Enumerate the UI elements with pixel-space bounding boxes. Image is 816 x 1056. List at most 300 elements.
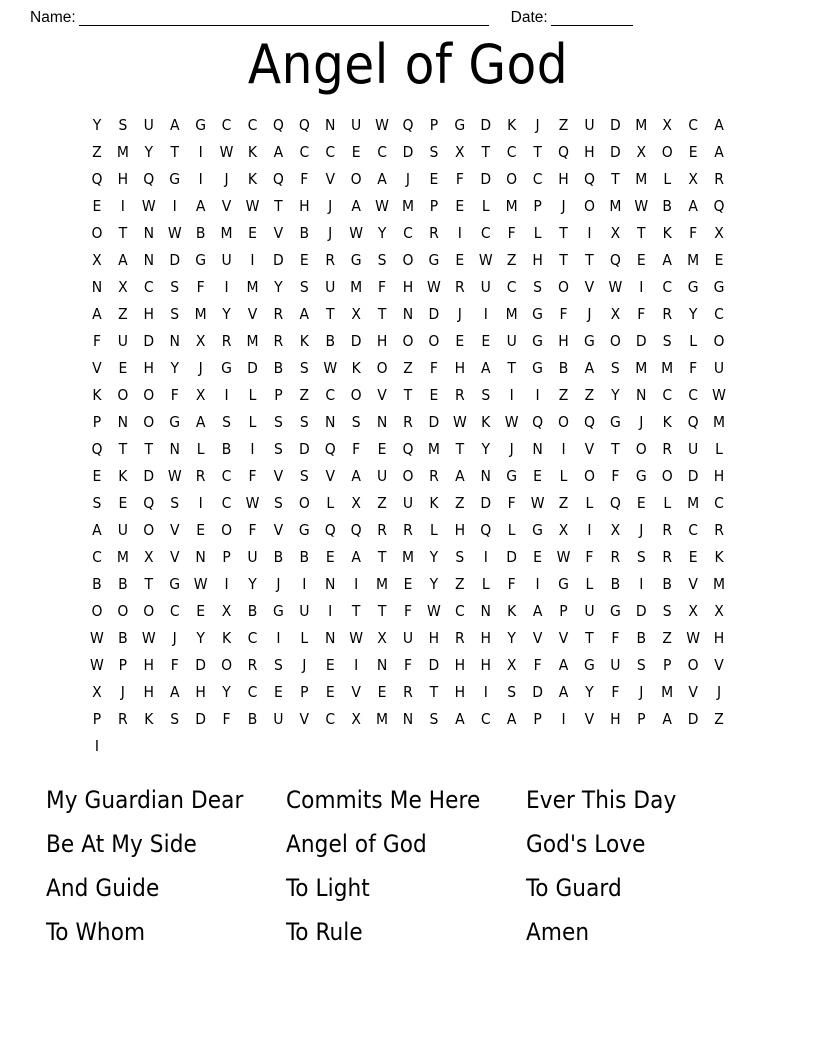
grid-cell[interactable]: X bbox=[377, 629, 387, 647]
grid-cell[interactable]: J bbox=[120, 683, 125, 701]
word-list-item[interactable]: To Rule bbox=[286, 918, 363, 946]
grid-cell[interactable]: U bbox=[688, 440, 699, 458]
grid-cell[interactable]: A bbox=[351, 467, 361, 485]
grid-cell[interactable]: Z bbox=[377, 494, 387, 512]
grid-cell[interactable]: B bbox=[221, 440, 232, 458]
grid-cell[interactable]: R bbox=[429, 224, 439, 242]
grid-cell[interactable]: X bbox=[662, 116, 672, 134]
grid-cell[interactable]: X bbox=[688, 170, 698, 188]
grid-cell[interactable]: I bbox=[639, 278, 644, 296]
grid-cell[interactable]: C bbox=[247, 116, 258, 134]
grid-cell[interactable]: Z bbox=[558, 386, 569, 404]
grid-cell[interactable]: S bbox=[636, 548, 646, 566]
grid-cell[interactable]: X bbox=[610, 521, 621, 539]
grid-cell[interactable]: F bbox=[533, 656, 542, 674]
grid-cell[interactable]: D bbox=[687, 467, 699, 485]
grid-cell[interactable]: R bbox=[454, 386, 465, 404]
grid-cell[interactable]: S bbox=[299, 467, 309, 485]
word-list-item[interactable]: And Guide bbox=[46, 874, 160, 902]
grid-cell[interactable]: M bbox=[401, 197, 415, 215]
grid-cell[interactable]: G bbox=[221, 359, 232, 377]
grid-cell[interactable]: D bbox=[635, 602, 647, 620]
grid-cell[interactable]: D bbox=[532, 683, 543, 701]
grid-cell[interactable]: C bbox=[221, 116, 232, 134]
grid-cell[interactable]: I bbox=[561, 440, 566, 458]
grid-cell[interactable]: F bbox=[455, 170, 464, 188]
grid-cell[interactable]: A bbox=[351, 548, 361, 566]
grid-cell[interactable]: Q bbox=[609, 494, 621, 512]
grid-cell[interactable]: M bbox=[116, 143, 129, 161]
grid-cell[interactable]: K bbox=[662, 413, 672, 431]
grid-cell[interactable]: J bbox=[561, 197, 566, 215]
grid-cell[interactable]: R bbox=[221, 332, 232, 350]
grid-cell[interactable]: C bbox=[454, 602, 465, 620]
grid-cell[interactable]: L bbox=[559, 467, 568, 485]
grid-cell[interactable]: Y bbox=[429, 548, 439, 566]
grid-cell[interactable]: A bbox=[92, 305, 102, 323]
grid-cell[interactable]: U bbox=[480, 278, 491, 296]
grid-cell[interactable]: E bbox=[299, 251, 309, 269]
grid-cell[interactable]: G bbox=[532, 359, 543, 377]
grid-cell[interactable]: U bbox=[584, 602, 595, 620]
grid-cell[interactable]: N bbox=[402, 710, 414, 728]
grid-cell[interactable]: Y bbox=[481, 440, 491, 458]
grid-cell[interactable]: Y bbox=[196, 629, 205, 647]
grid-cell[interactable]: U bbox=[402, 629, 414, 647]
grid-cell[interactable]: K bbox=[481, 413, 491, 431]
grid-cell[interactable]: Q bbox=[583, 170, 595, 188]
grid-cell[interactable]: V bbox=[169, 548, 180, 566]
grid-cell[interactable]: G bbox=[532, 305, 543, 323]
grid-cell[interactable]: F bbox=[170, 656, 179, 674]
grid-cell[interactable]: Y bbox=[222, 305, 231, 323]
grid-cell[interactable]: T bbox=[611, 440, 620, 458]
grid-cell[interactable]: R bbox=[454, 278, 465, 296]
grid-cell[interactable]: L bbox=[196, 440, 205, 458]
grid-cell[interactable]: I bbox=[198, 170, 203, 188]
grid-cell[interactable]: Y bbox=[429, 575, 439, 593]
grid-cell[interactable]: K bbox=[118, 467, 128, 485]
grid-cell[interactable]: H bbox=[454, 656, 466, 674]
grid-cell[interactable]: V bbox=[351, 683, 361, 701]
grid-cell[interactable]: M bbox=[401, 548, 415, 566]
grid-cell[interactable]: M bbox=[661, 359, 674, 377]
grid-cell[interactable]: J bbox=[639, 413, 644, 431]
grid-cell[interactable]: V bbox=[221, 197, 232, 215]
grid-cell[interactable]: P bbox=[559, 602, 568, 620]
grid-cell[interactable]: I bbox=[172, 197, 177, 215]
grid-cell[interactable]: W bbox=[167, 467, 182, 485]
word-list-item[interactable]: Angel of God bbox=[286, 830, 427, 858]
grid-cell[interactable]: G bbox=[584, 332, 595, 350]
grid-cell[interactable]: Q bbox=[143, 170, 155, 188]
grid-cell[interactable]: R bbox=[662, 521, 673, 539]
grid-cell[interactable]: M bbox=[350, 278, 363, 296]
grid-cell[interactable]: D bbox=[350, 332, 362, 350]
grid-cell[interactable]: O bbox=[609, 332, 621, 350]
grid-cell[interactable]: Z bbox=[455, 494, 465, 512]
grid-cell[interactable]: C bbox=[325, 143, 336, 161]
grid-cell[interactable]: M bbox=[635, 170, 648, 188]
grid-cell[interactable]: A bbox=[558, 656, 569, 674]
grid-cell[interactable]: Q bbox=[583, 413, 595, 431]
grid-cell[interactable]: X bbox=[558, 521, 569, 539]
grid-cell[interactable]: T bbox=[559, 251, 568, 269]
grid-cell[interactable]: P bbox=[274, 386, 283, 404]
grid-cell[interactable]: N bbox=[402, 305, 414, 323]
grid-cell[interactable]: B bbox=[299, 224, 310, 242]
grid-cell[interactable]: Q bbox=[402, 116, 414, 134]
grid-cell[interactable]: L bbox=[585, 575, 594, 593]
grid-cell[interactable]: J bbox=[302, 656, 307, 674]
grid-cell[interactable]: E bbox=[455, 197, 465, 215]
grid-cell[interactable]: X bbox=[144, 548, 154, 566]
grid-cell[interactable]: S bbox=[170, 710, 180, 728]
grid-cell[interactable]: M bbox=[376, 710, 389, 728]
grid-cell[interactable]: T bbox=[144, 575, 154, 593]
grid-cell[interactable]: P bbox=[222, 548, 231, 566]
grid-cell[interactable]: B bbox=[325, 332, 336, 350]
grid-cell[interactable]: G bbox=[195, 251, 207, 269]
grid-cell[interactable]: E bbox=[533, 548, 542, 566]
grid-cell[interactable]: F bbox=[611, 683, 620, 701]
grid-cell[interactable]: X bbox=[221, 602, 232, 620]
grid-cell[interactable]: O bbox=[402, 467, 414, 485]
grid-cell[interactable]: P bbox=[92, 710, 102, 728]
grid-cell[interactable]: J bbox=[535, 116, 540, 134]
grid-cell[interactable]: N bbox=[143, 251, 154, 269]
grid-cell[interactable]: E bbox=[636, 251, 646, 269]
grid-cell[interactable]: T bbox=[118, 224, 128, 242]
grid-cell[interactable]: G bbox=[558, 575, 569, 593]
grid-cell[interactable]: C bbox=[506, 143, 517, 161]
grid-cell[interactable]: H bbox=[143, 305, 155, 323]
grid-cell[interactable]: M bbox=[713, 575, 726, 593]
grid-cell[interactable]: S bbox=[170, 305, 180, 323]
grid-cell[interactable]: Y bbox=[248, 575, 257, 593]
grid-cell[interactable]: M bbox=[505, 305, 518, 323]
grid-cell[interactable]: V bbox=[714, 656, 724, 674]
grid-cell[interactable]: L bbox=[300, 629, 309, 647]
grid-cell[interactable]: J bbox=[457, 305, 462, 323]
grid-cell[interactable]: O bbox=[558, 278, 569, 296]
grid-cell[interactable]: Y bbox=[377, 224, 387, 242]
grid-cell[interactable]: B bbox=[118, 575, 128, 593]
grid-cell[interactable]: X bbox=[92, 251, 102, 269]
grid-cell[interactable]: F bbox=[300, 170, 309, 188]
grid-cell[interactable]: O bbox=[713, 332, 725, 350]
grid-cell[interactable]: S bbox=[662, 602, 672, 620]
grid-cell[interactable]: F bbox=[559, 305, 568, 323]
grid-cell[interactable]: I bbox=[483, 305, 488, 323]
grid-cell[interactable]: U bbox=[713, 359, 725, 377]
grid-cell[interactable]: O bbox=[298, 494, 310, 512]
grid-cell[interactable]: A bbox=[584, 359, 595, 377]
grid-cell[interactable]: L bbox=[430, 521, 438, 539]
grid-cell[interactable]: Q bbox=[480, 521, 492, 539]
word-list-item[interactable]: My Guardian Dear bbox=[46, 786, 244, 814]
grid-cell[interactable]: K bbox=[429, 494, 439, 512]
grid-cell[interactable]: B bbox=[92, 575, 102, 593]
grid-cell[interactable]: T bbox=[351, 602, 361, 620]
grid-cell[interactable]: D bbox=[635, 332, 647, 350]
grid-cell[interactable]: Z bbox=[92, 143, 102, 161]
grid-cell[interactable]: M bbox=[687, 251, 700, 269]
grid-cell[interactable]: S bbox=[507, 683, 517, 701]
grid-cell[interactable]: E bbox=[455, 251, 465, 269]
grid-cell[interactable]: P bbox=[533, 197, 542, 215]
grid-cell[interactable]: F bbox=[689, 359, 698, 377]
grid-cell[interactable]: H bbox=[480, 629, 491, 647]
grid-cell[interactable]: X bbox=[92, 683, 102, 701]
grid-cell[interactable]: Z bbox=[506, 251, 517, 269]
grid-cell[interactable]: L bbox=[481, 197, 490, 215]
grid-cell[interactable]: I bbox=[535, 386, 540, 404]
grid-cell[interactable]: O bbox=[91, 224, 103, 242]
grid-cell[interactable]: M bbox=[713, 413, 726, 431]
grid-cell[interactable]: U bbox=[221, 251, 232, 269]
grid-cell[interactable]: A bbox=[714, 116, 724, 134]
grid-cell[interactable]: F bbox=[507, 575, 516, 593]
grid-cell[interactable]: O bbox=[221, 521, 233, 539]
grid-cell[interactable]: W bbox=[193, 575, 208, 593]
grid-cell[interactable]: A bbox=[455, 467, 465, 485]
grid-cell[interactable]: A bbox=[714, 143, 724, 161]
grid-cell[interactable]: F bbox=[429, 359, 438, 377]
grid-cell[interactable]: G bbox=[609, 602, 621, 620]
word-list-item[interactable]: To Whom bbox=[46, 918, 146, 946]
grid-cell[interactable]: F bbox=[689, 224, 698, 242]
grid-cell[interactable]: P bbox=[429, 197, 439, 215]
grid-cell[interactable]: V bbox=[584, 278, 595, 296]
grid-cell[interactable]: K bbox=[507, 116, 517, 134]
grid-cell[interactable]: W bbox=[245, 197, 260, 215]
grid-cell[interactable]: M bbox=[687, 494, 700, 512]
grid-cell[interactable]: T bbox=[481, 143, 491, 161]
grid-cell[interactable]: C bbox=[688, 521, 698, 539]
grid-cell[interactable]: I bbox=[483, 683, 488, 701]
grid-cell[interactable]: P bbox=[637, 710, 646, 728]
grid-cell[interactable]: G bbox=[532, 332, 543, 350]
grid-cell[interactable]: Z bbox=[455, 575, 465, 593]
grid-cell[interactable]: K bbox=[507, 602, 517, 620]
grid-cell[interactable]: H bbox=[117, 170, 129, 188]
grid-cell[interactable]: U bbox=[247, 548, 258, 566]
grid-cell[interactable]: A bbox=[92, 521, 102, 539]
grid-cell[interactable]: S bbox=[455, 548, 465, 566]
grid-cell[interactable]: W bbox=[556, 548, 571, 566]
grid-cell[interactable]: X bbox=[195, 386, 206, 404]
grid-cell[interactable]: O bbox=[143, 386, 155, 404]
grid-cell[interactable]: H bbox=[428, 629, 440, 647]
grid-cell[interactable]: Z bbox=[118, 305, 128, 323]
grid-cell[interactable]: I bbox=[587, 224, 592, 242]
grid-cell[interactable]: C bbox=[688, 116, 698, 134]
grid-cell[interactable]: O bbox=[661, 143, 673, 161]
grid-cell[interactable]: S bbox=[273, 656, 283, 674]
grid-cell[interactable]: E bbox=[325, 548, 335, 566]
grid-cell[interactable]: S bbox=[429, 143, 439, 161]
grid-cell[interactable]: J bbox=[639, 683, 644, 701]
grid-cell[interactable]: K bbox=[144, 710, 154, 728]
grid-cell[interactable]: I bbox=[198, 494, 203, 512]
grid-cell[interactable]: N bbox=[169, 332, 180, 350]
grid-cell[interactable]: R bbox=[454, 629, 465, 647]
grid-cell[interactable]: I bbox=[250, 251, 255, 269]
grid-cell[interactable]: C bbox=[325, 710, 336, 728]
grid-cell[interactable]: W bbox=[90, 629, 104, 647]
grid-cell[interactable]: R bbox=[429, 467, 439, 485]
grid-cell[interactable]: X bbox=[195, 332, 206, 350]
grid-cell[interactable]: Q bbox=[272, 170, 284, 188]
grid-cell[interactable]: Q bbox=[687, 413, 699, 431]
grid-cell[interactable]: D bbox=[480, 170, 492, 188]
grid-cell[interactable]: S bbox=[533, 278, 543, 296]
grid-cell[interactable]: N bbox=[532, 440, 543, 458]
grid-cell[interactable]: U bbox=[273, 710, 284, 728]
grid-cell[interactable]: H bbox=[454, 683, 466, 701]
grid-cell[interactable]: R bbox=[714, 170, 724, 188]
grid-cell[interactable]: D bbox=[247, 359, 258, 377]
grid-cell[interactable]: I bbox=[250, 440, 255, 458]
grid-cell[interactable]: G bbox=[169, 170, 181, 188]
grid-cell[interactable]: H bbox=[143, 359, 155, 377]
grid-cell[interactable]: A bbox=[169, 116, 180, 134]
grid-cell[interactable]: T bbox=[403, 386, 413, 404]
grid-cell[interactable]: U bbox=[351, 116, 362, 134]
grid-cell[interactable]: H bbox=[610, 710, 621, 728]
grid-cell[interactable]: D bbox=[480, 116, 492, 134]
grid-cell[interactable]: R bbox=[273, 305, 284, 323]
grid-cell[interactable]: B bbox=[247, 710, 258, 728]
grid-cell[interactable]: N bbox=[376, 656, 388, 674]
grid-cell[interactable]: X bbox=[610, 224, 621, 242]
grid-cell[interactable]: L bbox=[533, 224, 542, 242]
grid-cell[interactable]: V bbox=[92, 359, 102, 377]
grid-cell[interactable]: O bbox=[402, 332, 414, 350]
grid-cell[interactable]: B bbox=[558, 359, 569, 377]
grid-cell[interactable]: N bbox=[325, 116, 336, 134]
grid-cell[interactable]: W bbox=[219, 143, 234, 161]
grid-cell[interactable]: O bbox=[402, 251, 414, 269]
grid-cell[interactable]: D bbox=[428, 656, 440, 674]
grid-cell[interactable]: E bbox=[403, 575, 413, 593]
grid-cell[interactable]: W bbox=[375, 116, 389, 134]
grid-cell[interactable]: N bbox=[325, 575, 336, 593]
word-list-item[interactable]: Ever This Day bbox=[526, 786, 677, 814]
grid-cell[interactable]: N bbox=[325, 629, 336, 647]
grid-cell[interactable]: W bbox=[427, 602, 441, 620]
grid-cell[interactable]: F bbox=[403, 602, 412, 620]
grid-cell[interactable]: Z bbox=[403, 359, 413, 377]
grid-cell[interactable]: S bbox=[636, 656, 646, 674]
grid-cell[interactable]: J bbox=[224, 170, 229, 188]
grid-cell[interactable]: W bbox=[349, 224, 364, 242]
grid-cell[interactable]: R bbox=[403, 683, 413, 701]
grid-cell[interactable]: Q bbox=[298, 116, 310, 134]
grid-cell[interactable]: P bbox=[300, 683, 309, 701]
grid-cell[interactable]: A bbox=[532, 602, 543, 620]
grid-cell[interactable]: E bbox=[118, 359, 128, 377]
grid-cell[interactable]: J bbox=[405, 170, 411, 188]
grid-cell[interactable]: S bbox=[377, 251, 387, 269]
grid-cell[interactable]: D bbox=[298, 440, 310, 458]
grid-cell[interactable]: M bbox=[635, 359, 648, 377]
grid-cell[interactable]: E bbox=[714, 251, 724, 269]
grid-cell[interactable]: D bbox=[609, 116, 621, 134]
grid-cell[interactable]: A bbox=[558, 683, 569, 701]
grid-cell[interactable]: S bbox=[92, 494, 102, 512]
grid-cell[interactable]: F bbox=[637, 305, 646, 323]
grid-cell[interactable]: N bbox=[91, 278, 103, 296]
grid-cell[interactable]: W bbox=[323, 359, 338, 377]
grid-cell[interactable]: H bbox=[195, 683, 206, 701]
grid-cell[interactable]: U bbox=[376, 467, 388, 485]
grid-cell[interactable]: B bbox=[273, 548, 284, 566]
grid-cell[interactable]: O bbox=[428, 332, 440, 350]
grid-cell[interactable]: L bbox=[248, 386, 257, 404]
grid-cell[interactable]: R bbox=[403, 521, 413, 539]
grid-cell[interactable]: E bbox=[325, 656, 335, 674]
grid-cell[interactable]: C bbox=[247, 683, 258, 701]
grid-cell[interactable]: H bbox=[713, 629, 725, 647]
grid-cell[interactable]: G bbox=[454, 116, 466, 134]
grid-cell[interactable]: F bbox=[352, 440, 361, 458]
grid-cell[interactable]: L bbox=[715, 440, 723, 458]
grid-cell[interactable]: B bbox=[118, 629, 128, 647]
grid-cell[interactable]: C bbox=[480, 224, 491, 242]
grid-cell[interactable]: V bbox=[584, 710, 595, 728]
grid-cell[interactable]: F bbox=[222, 710, 231, 728]
grid-cell[interactable]: I bbox=[354, 575, 359, 593]
grid-cell[interactable]: O bbox=[583, 197, 595, 215]
grid-cell[interactable]: F bbox=[378, 278, 387, 296]
grid-cell[interactable]: F bbox=[170, 386, 179, 404]
grid-cell[interactable]: N bbox=[636, 386, 647, 404]
grid-cell[interactable]: I bbox=[224, 386, 229, 404]
grid-cell[interactable]: L bbox=[689, 332, 697, 350]
grid-cell[interactable]: U bbox=[143, 116, 154, 134]
grid-cell[interactable]: X bbox=[118, 278, 128, 296]
grid-cell[interactable]: B bbox=[273, 359, 284, 377]
grid-cell[interactable]: I bbox=[224, 575, 229, 593]
grid-cell[interactable]: J bbox=[328, 197, 333, 215]
grid-cell[interactable]: A bbox=[169, 683, 180, 701]
grid-cell[interactable]: R bbox=[714, 521, 724, 539]
grid-cell[interactable]: Q bbox=[91, 170, 103, 188]
grid-cell[interactable]: A bbox=[455, 710, 465, 728]
grid-cell[interactable]: C bbox=[299, 143, 310, 161]
word-list-item[interactable]: Commits Me Here bbox=[286, 786, 481, 814]
grid-cell[interactable]: U bbox=[299, 602, 310, 620]
grid-cell[interactable]: C bbox=[221, 467, 232, 485]
grid-cell[interactable]: X bbox=[610, 305, 621, 323]
grid-cell[interactable]: W bbox=[349, 629, 364, 647]
grid-cell[interactable]: T bbox=[377, 548, 387, 566]
grid-cell[interactable]: T bbox=[637, 224, 646, 242]
grid-cell[interactable]: E bbox=[377, 683, 387, 701]
grid-cell[interactable]: R bbox=[662, 440, 673, 458]
grid-cell[interactable]: P bbox=[429, 116, 439, 134]
grid-cell[interactable]: Y bbox=[144, 143, 154, 161]
grid-cell[interactable]: G bbox=[506, 467, 518, 485]
grid-cell[interactable]: M bbox=[635, 116, 648, 134]
grid-cell[interactable]: Q bbox=[609, 251, 621, 269]
grid-cell[interactable]: C bbox=[221, 494, 232, 512]
grid-cell[interactable]: W bbox=[712, 386, 726, 404]
grid-cell[interactable]: C bbox=[662, 386, 673, 404]
grid-cell[interactable]: R bbox=[377, 521, 387, 539]
